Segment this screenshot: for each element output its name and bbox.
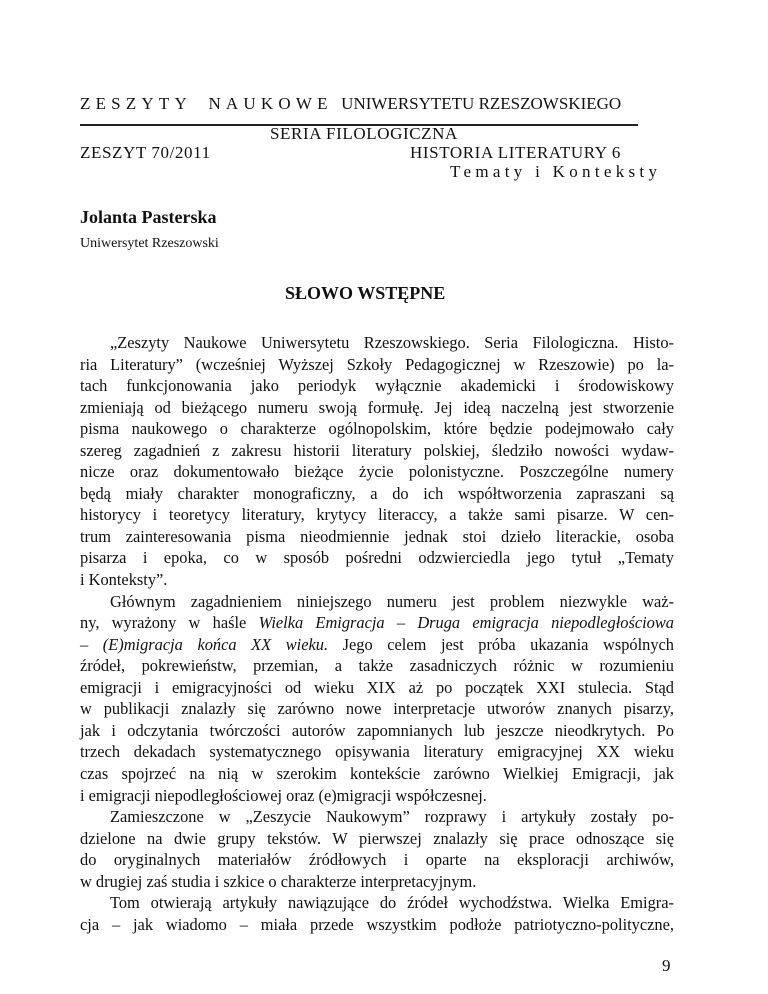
- text-line: szereg zagadnień z zakresu historii literatury polskiej, śledziło nowości wydaw-: [80, 440, 674, 460]
- text-line: jak i odczytania twórczości autorów zapomnianych lub jeszcze nieodkrytych. Po: [80, 720, 674, 740]
- text-line: cja – jak wiadomo – miała przede wszystkim podłoże patriotyczno-polityczne,: [80, 914, 674, 934]
- text-line: i Konteksty”.: [80, 570, 168, 590]
- text-run: ny, wyrażony w haśle: [80, 613, 259, 633]
- text-line: pisarza i epoka, co w sposób pośredni odzwierciedla jego tytuł „Tematy: [80, 548, 674, 568]
- text-line: historycy i teoretycy literatury, krytycy literaccy, a także sami pisarze. W cen-: [80, 505, 674, 525]
- text-line: [80, 612, 674, 634]
- text-line: do oryginalnych materiałów źródłowych i oparte na eksploracji archiwów,: [80, 850, 674, 870]
- paragraph-3: [80, 806, 674, 892]
- paragraph-1: [80, 332, 674, 591]
- text-run: Jego celem jest próba ukazania wspólnych: [328, 634, 674, 654]
- text-line: będą miały charakter monograficzny, a do ich współtworzenia zapraszani są: [80, 483, 674, 503]
- emphasis-motto: Wielka Emigracja – Druga emigracja niepodległościowa: [258, 613, 674, 633]
- series-subtitle: HISTORIA LITERATURY 6: [410, 143, 621, 162]
- journal-word-naukowe: NAUKOWE: [208, 94, 333, 113]
- text-line: [80, 634, 674, 656]
- text-line: nicze oraz dokumentowało bieżące życie polonistyczne. Poszczególne numery: [80, 462, 674, 482]
- text-line: dzielone na dwie grupy tekstów. W pierwszej znalazły się prace odnoszące się: [80, 828, 674, 848]
- text-line: tach funkcjonowania jako periodyk wyłącznie akademicki i środowiskowy: [80, 376, 674, 396]
- text-line: w publikacji znalazły się zarówno nowe interpretacje utworów znanych pisarzy,: [80, 699, 674, 719]
- text-line: Głównym zagadnieniem niniejszego numeru jest problem niezwykle waż-: [110, 591, 674, 611]
- text-line: trum zainteresowania pisma nieodmiennie jednak stoi dzieło literackie, osoba: [80, 526, 674, 546]
- author-affiliation: Uniwersytet Rzeszowski: [80, 236, 219, 251]
- journal-header: [80, 94, 621, 114]
- series-name: SERIA FILOLOGICZNA: [270, 124, 458, 143]
- journal-word-zeszyty: ZESZYTY: [80, 94, 192, 113]
- author-name: Jolanta Pasterska: [80, 207, 217, 227]
- journal-university: UNIWERSYTETU RZESZOWSKIEGO: [341, 94, 622, 113]
- paragraph-2: [80, 591, 674, 806]
- series-theme: Tematy i Konteksty: [450, 162, 662, 181]
- emphasis-motto-end: – (E)migracja końca XX wieku.: [80, 634, 329, 654]
- text-line: czas spojrzeć na nią w szerokim kontekście zarówno Wielkiej Emigracji, jak: [80, 763, 674, 783]
- text-line: emigracji i emigracyjności od wieku XIX aż po początek XXI stulecia. Stąd: [80, 677, 674, 697]
- paragraph-4: [80, 892, 674, 935]
- text-line: pisma naukowego o charakterze ogólnopolskim, które będzie podejmowało cały: [80, 419, 674, 439]
- text-line: Zamieszczone w „Zeszycie Naukowym” rozprawy i artykuły zostały po-: [110, 807, 674, 827]
- text-line: „Zeszyty Naukowe Uniwersytetu Rzeszowskiego. Seria Filologiczna. Histo-: [110, 333, 674, 352]
- issue-number: ZESZYT 70/2011: [80, 143, 211, 162]
- text-line: i emigracji niepodległościowej oraz (e)migracji współczesnej.: [80, 785, 487, 805]
- page-number: 9: [662, 956, 671, 975]
- text-line: w drugiej zaś studia i szkice o charakterze interpretacyjnym.: [80, 871, 477, 891]
- text-line: zmieniają od bieżącego numeru swoją formułę. Jej ideą naczelną jest stworzenie: [80, 397, 674, 417]
- text-line: trzech dekadach systematycznego opisywania literatury emigracyjnej XX wieku: [80, 742, 674, 762]
- article-title: SŁOWO WSTĘPNE: [285, 283, 446, 303]
- text-line: ria Literatury” (wcześniej Wyższej Szkoły Pedagogicznej w Rzeszowie) po la-: [80, 354, 674, 374]
- text-line: źródeł, pokrewieństw, przemian, a także zasadniczych różnic w rozumieniu: [80, 656, 674, 676]
- text-line: Tom otwierają artykuły nawiązujące do źródeł wychodźstwa. Wielka Emigra-: [110, 893, 674, 913]
